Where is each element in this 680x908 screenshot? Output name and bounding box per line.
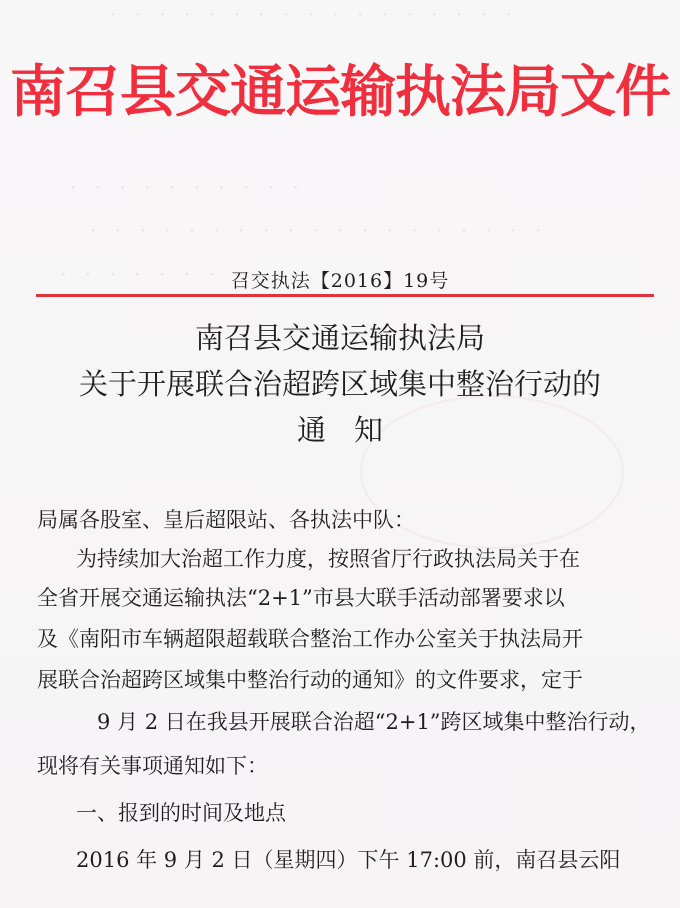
body-line: 全省开展交通运输执法“2+1”市县大联手活动部署要求以 [37, 586, 565, 610]
body-line: 现将有关事项通知如下： [37, 754, 268, 778]
bleed-through-text: · · · · · · · · · · · · · · · · · · · [90, 218, 548, 242]
body-line: 及《南阳市车辆超限超载联合整治工作办公室关于执法局开 [37, 627, 583, 651]
body-line: 展联合治超跨区域集中整治行动的通知》的文件要求，定于 [37, 668, 583, 692]
notice-title-line-2: 关于开展联合治超跨区域集中整治行动的 [78, 367, 601, 401]
bleed-through-text: · · · · · · · · · [60, 262, 271, 286]
body-line: 为持续加大治超工作力度，按照省厅行政执法局关于在 [76, 547, 580, 571]
body-line: 9 月 2 日在我县开展联合治超“2+1”跨区域集中整治行动， [97, 710, 651, 734]
body-line: 2016 年 9 月 2 日（星期四）下午 17:00 前，南召县云阳 [76, 848, 621, 872]
red-divider-line [36, 294, 654, 297]
bleed-through-text: · · · · · · · · · · [70, 175, 305, 199]
document-header-title: 南召县交通运输执法局文件 [10, 59, 670, 125]
bleed-through-text: · · · · · · · · · · · · · · · · · [110, 2, 518, 26]
notice-title-line-1: 南召县交通运输执法局 [194, 321, 485, 355]
document-number: 召交执法【2016】19号 [230, 270, 450, 292]
salutation: 局属各股室、皇后超限站、各执法中队： [37, 508, 415, 532]
notice-title-line-3: 通知 [296, 413, 411, 447]
section-heading: 一、报到的时间及地点 [76, 801, 286, 825]
